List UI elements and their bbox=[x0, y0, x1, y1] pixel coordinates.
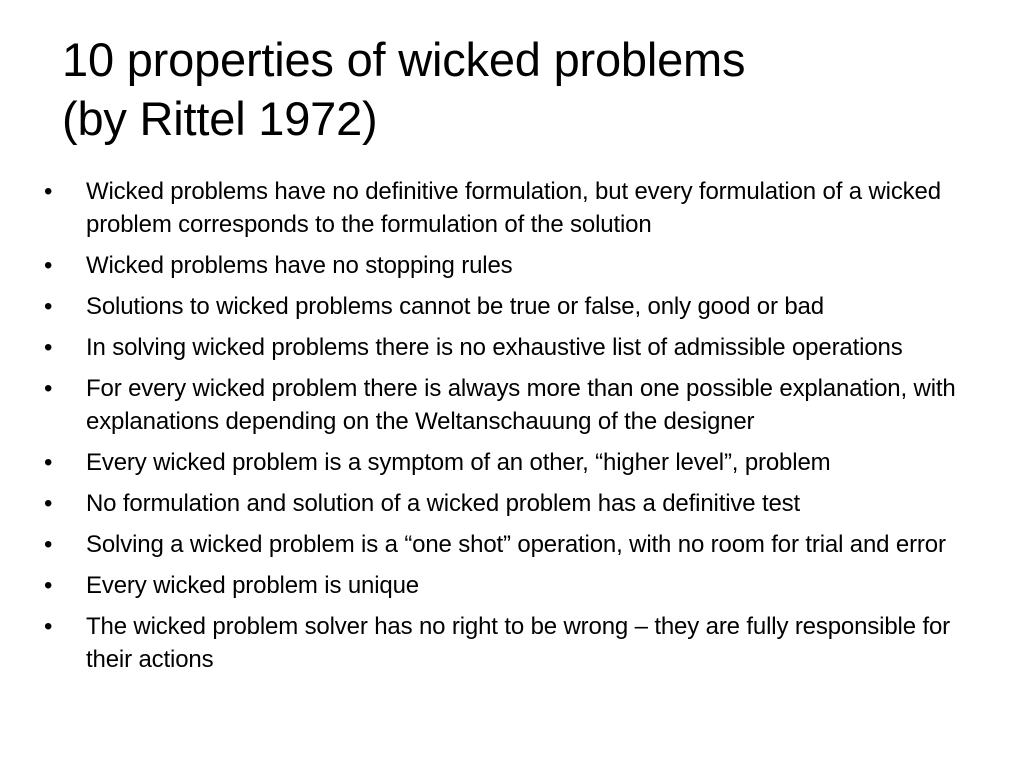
bullet-marker: • bbox=[44, 334, 53, 361]
list-item bbox=[44, 290, 994, 323]
bullet-marker: • bbox=[44, 252, 53, 279]
list-item bbox=[44, 610, 994, 676]
list-item-text: The wicked problem solver has no right to be wrong – they are fully responsible for their actions bbox=[86, 613, 950, 673]
list-item bbox=[44, 569, 994, 602]
list-item-text: Every wicked problem is unique bbox=[86, 572, 419, 599]
title-line-1: 10 properties of wicked problems bbox=[62, 33, 746, 86]
bullet-marker: • bbox=[44, 613, 53, 640]
bullet-marker: • bbox=[44, 531, 53, 558]
list-item bbox=[44, 446, 994, 479]
bullet-marker: • bbox=[44, 178, 53, 205]
list-item-text: Solving a wicked problem is a “one shot” operation, with no room for trial and error bbox=[86, 531, 946, 558]
bullet-marker: • bbox=[44, 375, 53, 402]
list-item-text: Every wicked problem is a symptom of an other, “higher level”, problem bbox=[86, 449, 831, 476]
bullet-list bbox=[44, 175, 994, 684]
list-item-text: Solutions to wicked problems cannot be true or false, only good or bad bbox=[86, 293, 824, 320]
list-item bbox=[44, 331, 994, 364]
title-line-2: (by Rittel 1972) bbox=[62, 92, 378, 145]
bullet-marker: • bbox=[44, 293, 53, 320]
list-item bbox=[44, 175, 994, 241]
list-item-text: Wicked problems have no stopping rules bbox=[86, 252, 513, 279]
list-item bbox=[44, 249, 994, 282]
slide-title bbox=[62, 30, 1002, 148]
bullet-marker: • bbox=[44, 449, 53, 476]
bullet-marker: • bbox=[44, 572, 53, 599]
list-item-text: No formulation and solution of a wicked problem has a definitive test bbox=[86, 490, 801, 517]
list-item bbox=[44, 372, 994, 438]
list-item-text: For every wicked problem there is always more than one possible explanation, with explanations depending on the Weltanschauung of the designer bbox=[86, 375, 956, 435]
list-item bbox=[44, 528, 994, 561]
list-item-text: Wicked problems have no definitive formulation, but every formulation of a wicked problem corresponds to the formulation of the solution bbox=[86, 178, 941, 238]
list-item bbox=[44, 487, 994, 520]
bullet-marker: • bbox=[44, 490, 53, 517]
list-item-text: In solving wicked problems there is no exhaustive list of admissible operations bbox=[86, 334, 903, 361]
